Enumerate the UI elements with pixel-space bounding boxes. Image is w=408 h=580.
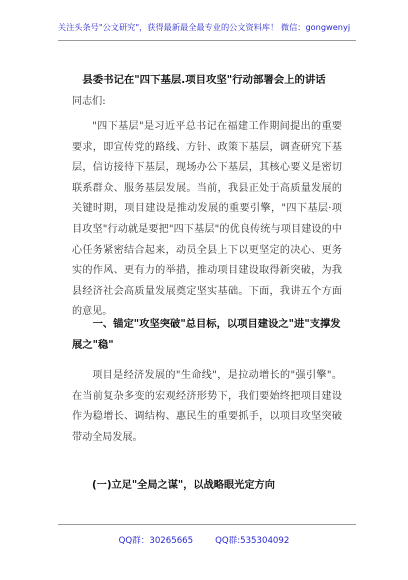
footer-contacts xyxy=(0,534,408,546)
body-paragraph-intro: "四下基层"是习近平总书记在福建工作期间提出的重要要求，即宣传党的路线、方针、政策下基层，调查研究下基层，信访接待下基层，现场办公下基层，其核心要义是密切联系群众、服务基层发展。当前，我县正处于高质量发展的关键时期，项目建设是推动发展的重要引擎，"四下基层·项目攻坚"行动就是要把"四下基层"的优良传统与项目建设的中心任务紧密结合起来，动员全县上下以更坚定的决心、更务实的作风、更有力的举措，推动项目建设取得新突破，为我县经济社会高质量发展奠定坚实基础。下面，我讲五个方面的意见。 xyxy=(72,121,342,318)
section-heading-1: 一、锚定"攻坚突破"总目标，以项目建设之"进"支撑发展之"稳" xyxy=(72,318,341,351)
footer-divider xyxy=(58,524,356,525)
footer-qq-group-2: QQ群:535304092 xyxy=(215,536,290,546)
header-promo-text: 关注头条号"公文研究"，获得最新最全最专业的公文资料库！ 微信：gongwenyj xyxy=(57,22,351,32)
footer-qq-group-1: QQ群：30265665 xyxy=(118,536,194,546)
subsection-heading-1: (一)立足"全局之谋"，以战略眼光定方向 xyxy=(92,480,275,491)
salutation: 同志们: xyxy=(72,96,106,107)
document-title: 县委书记在"四下基层.项目攻坚"行动部署会上的讲话 xyxy=(82,74,326,86)
header-divider xyxy=(58,40,356,41)
body-paragraph-section-1: 项目是经济发展的"生命线"，是拉动增长的"强引擎"。在当前复杂多变的宏观经济形势下，我们要始终把项目建设作为稳增长、调结构、惠民生的重要抓手，以项目攻坚突破带动全局发展。 xyxy=(72,370,342,443)
